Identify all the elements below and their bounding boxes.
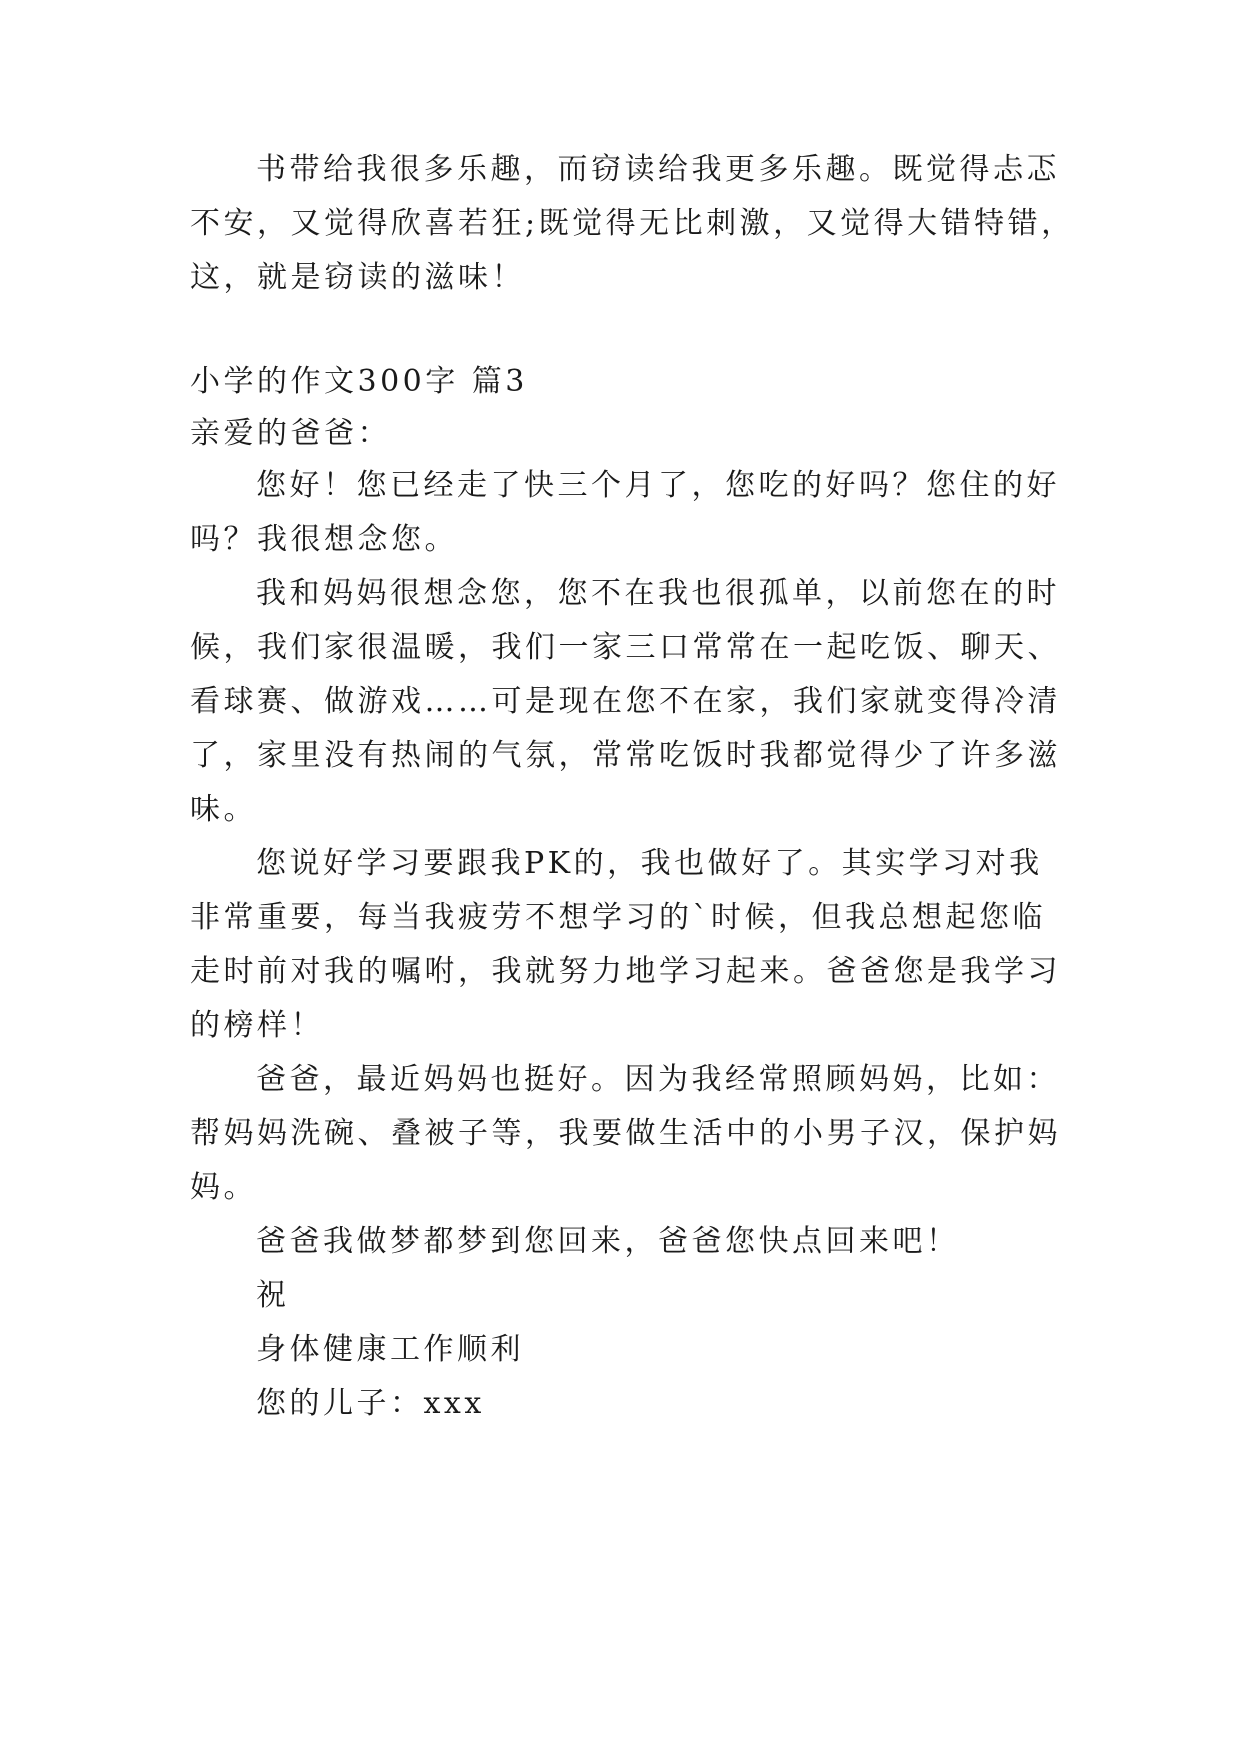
- letter-line: 的榜样！: [190, 1008, 324, 1043]
- section-title: 小学的作文300字 篇3: [190, 364, 528, 399]
- letter-line: 非常重要，每当我疲劳不想学习的`时候，但我总想起您临: [190, 900, 1046, 935]
- letter-line: 走时前对我的嘱咐，我就努力地学习起来。爸爸您是我学习: [190, 954, 1061, 989]
- letter-line: 味。: [190, 792, 257, 827]
- letter-line: 吗？我很想念您。: [190, 522, 458, 557]
- letter-closing-wish: 祝: [256, 1278, 290, 1313]
- paragraph-line: 这，就是窃读的滋味！: [190, 260, 525, 295]
- letter-line: 爸爸，最近妈妈也挺好。因为我经常照顾妈妈，比如：: [256, 1062, 1060, 1097]
- letter-line: 妈。: [190, 1170, 257, 1205]
- paragraph-line: 书带给我很多乐趣，而窃读给我更多乐趣。既觉得忐忑: [256, 152, 1060, 187]
- letter-line: 候，我们家很温暖，我们一家三口常常在一起吃饭、聊天、: [190, 630, 1061, 665]
- letter-salutation: 亲爱的爸爸：: [190, 416, 391, 451]
- letter-line: 帮妈妈洗碗、叠被子等，我要做生活中的小男子汉，保护妈: [190, 1116, 1061, 1151]
- letter-closing-blessing: 身体健康工作顺利: [256, 1332, 524, 1367]
- paragraph-line: 不安，又觉得欣喜若狂;既觉得无比刺激，又觉得大错特错，: [190, 206, 1075, 241]
- letter-line: 看球赛、做游戏……可是现在您不在家，我们家就变得冷清: [190, 684, 1061, 719]
- letter-line: 您说好学习要跟我PK的，我也做好了。其实学习对我: [256, 846, 1043, 881]
- letter-signature: 您的儿子：xxx: [256, 1386, 485, 1421]
- letter-line: 爸爸我做梦都梦到您回来，爸爸您快点回来吧！: [256, 1224, 960, 1259]
- letter-line: 了，家里没有热闹的气氛，常常吃饭时我都觉得少了许多滋: [190, 738, 1061, 773]
- letter-line: 您好！您已经走了快三个月了，您吃的好吗？您住的好: [256, 468, 1060, 503]
- letter-line: 我和妈妈很想念您，您不在我也很孤单，以前您在的时: [256, 576, 1060, 611]
